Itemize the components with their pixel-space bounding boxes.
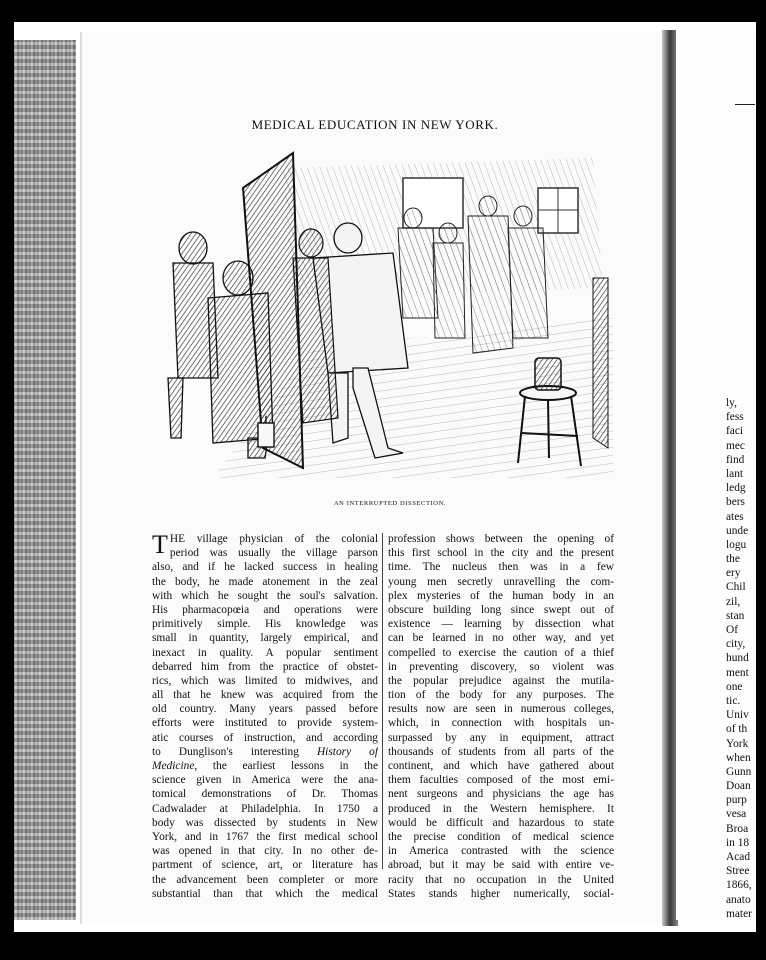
dropcap: T bbox=[152, 530, 168, 559]
text-line: young men secretly unravelling the com- bbox=[388, 575, 614, 588]
facing-page-fragment: Stree bbox=[726, 865, 750, 878]
text-line: surpassed by any in equipment, attract bbox=[388, 731, 614, 744]
text-line: rics, which was limited to midwives, and bbox=[152, 674, 378, 687]
text-line: period was usually the village parson bbox=[169, 547, 378, 560]
facing-page-fragment: find bbox=[726, 453, 745, 466]
facing-page-fragment: stan bbox=[726, 609, 745, 622]
facing-page-mark bbox=[735, 104, 755, 105]
text-line: obscure building long since swept out of bbox=[388, 603, 614, 616]
text-line: body was dissected by students in New bbox=[152, 816, 378, 829]
facing-page-fragment: city, bbox=[726, 638, 746, 651]
text-line: which, in connection with hospitals un- bbox=[388, 717, 614, 730]
text-line: abroad, but it may be said with entire ve- bbox=[388, 859, 614, 872]
text-line: primitively simple. His knowledge was bbox=[152, 618, 378, 631]
facing-page-fragment: vesa bbox=[726, 808, 747, 821]
text-line: York, and in 1767 the first medical school bbox=[152, 830, 378, 843]
facing-page-fragment: Acad bbox=[726, 851, 751, 863]
text-line: science given in America were the ana- bbox=[152, 774, 378, 787]
facing-page-fragment: bers bbox=[726, 496, 745, 509]
text-line: the popular prejudice against the mutila- bbox=[388, 674, 614, 687]
facing-page-fragment: ly, bbox=[726, 397, 737, 409]
facing-page-fragment: when bbox=[726, 751, 751, 764]
facing-page-fragment: in 18 bbox=[726, 836, 750, 849]
column-rule bbox=[382, 533, 383, 869]
text-line: produced in the Western hemisphere. It bbox=[388, 802, 614, 815]
text-line: to Dunglison's interesting History of bbox=[152, 745, 378, 758]
scan-border-right bbox=[756, 0, 766, 960]
dissection-illustration bbox=[153, 148, 613, 478]
text-line: atic courses of instruction, and according bbox=[152, 731, 378, 744]
facing-page-text-fragments bbox=[726, 396, 758, 921]
text-line: the advancement been completer or more bbox=[152, 873, 378, 886]
text-line: old country. Many years passed before bbox=[152, 703, 378, 716]
text-line: time. The nucleus then was in a few bbox=[388, 561, 614, 574]
facing-page-fragment: Doan bbox=[726, 780, 751, 793]
right-column-lines bbox=[388, 532, 614, 901]
scan-border-left bbox=[0, 0, 14, 960]
text-line: in America contrasted with the science bbox=[388, 845, 614, 858]
text-line: substantial than that which the medical bbox=[152, 887, 378, 900]
scan-border-top bbox=[0, 0, 766, 22]
text-line: tomical demonstrations of Dr. Thomas bbox=[152, 788, 378, 801]
facing-page-fragment: zil, bbox=[726, 595, 741, 608]
text-column-right bbox=[388, 532, 614, 901]
facing-page-fragment: mec bbox=[726, 439, 745, 452]
facing-page-fragment: hund bbox=[726, 652, 749, 665]
text-line: tion of the body for any purposes. The bbox=[388, 689, 614, 702]
facing-page-fragment: ery bbox=[726, 567, 741, 580]
facing-page-fragment: ates bbox=[726, 510, 744, 523]
facing-page-fragment: faci bbox=[726, 425, 744, 438]
text-line: was opened in that city. In no other de- bbox=[152, 845, 378, 858]
facing-page-fragment: fess bbox=[726, 411, 744, 424]
text-line: efforts were instituted to provide system- bbox=[152, 717, 378, 730]
facing-page-fragment: Broa bbox=[726, 822, 749, 835]
facing-page-fragment: the bbox=[726, 553, 740, 566]
facing-page-fragment: 1866, bbox=[726, 879, 752, 892]
text-line: them faculties composed of the most emi- bbox=[388, 774, 614, 787]
text-line: Cadwalader at Philadelphia. In 1750 a bbox=[152, 802, 378, 815]
text-line: racity that no occupation in the United bbox=[388, 873, 614, 886]
text-line: in preventing discovery, so violent was bbox=[388, 660, 614, 673]
facing-page-fragment: of th bbox=[726, 723, 748, 736]
facing-page-fragment: Gunn bbox=[726, 765, 752, 778]
text-line: thousands of students from all parts of the bbox=[388, 745, 614, 758]
text-line: debarred him from the practice of obstet- bbox=[152, 660, 378, 673]
facing-page-fragment: one bbox=[726, 680, 743, 693]
text-line: profession shows between the opening of bbox=[388, 533, 614, 545]
text-line: His pharmacopœia and operations were bbox=[152, 603, 378, 616]
facing-page-fragment: York bbox=[726, 737, 749, 750]
facing-page-fragment: mater bbox=[726, 907, 752, 920]
facing-page-fragment: anato bbox=[726, 893, 751, 906]
text-line: with which he sought the soul's salvation. bbox=[152, 589, 378, 602]
facing-page-fragment: purp bbox=[726, 794, 747, 807]
text-line: Medicine, the earliest lessons in the bbox=[152, 760, 378, 772]
facing-page-fragment: unde bbox=[726, 524, 749, 537]
text-line: small in quantity, largely empirical, and bbox=[152, 632, 378, 645]
text-line: results now are seen in numerous colleges, bbox=[388, 703, 614, 716]
text-line: existence — learning by dissection what bbox=[388, 618, 614, 631]
illustration-caption: AN INTERRUPTED DISSECTION. bbox=[333, 500, 447, 507]
facing-page-fragment: tic. bbox=[726, 694, 741, 707]
text-line: can be learned in no other way, and yet bbox=[388, 632, 614, 645]
text-line: the precise condition of medical science bbox=[388, 830, 614, 843]
text-line: also, and if he lacked success in healing bbox=[152, 561, 378, 574]
text-line: continent, and which have gathered about bbox=[388, 760, 614, 772]
facing-page-fragment: lant bbox=[726, 467, 744, 480]
facing-page-fragment: Of bbox=[726, 624, 739, 636]
text-line: States stands higher numerically, social- bbox=[388, 887, 614, 900]
text-line: partment of science, art, or literature has bbox=[152, 859, 378, 872]
text-line: the body, he made atonement in the zeal bbox=[152, 575, 378, 588]
left-column-lines bbox=[152, 560, 378, 901]
text-column-left bbox=[152, 532, 378, 901]
text-line: nent surgeons and physicians the age has bbox=[388, 788, 614, 801]
facing-page-fragment: ledg bbox=[726, 482, 746, 495]
text-line: plex mysteries of the human body in an bbox=[388, 589, 614, 602]
text-line: compelled to exercise the caution of a thief bbox=[388, 646, 614, 659]
text-line: inexact in quality. A popular sentiment bbox=[152, 646, 378, 659]
facing-page-fragment: ment bbox=[726, 666, 749, 679]
facing-page-fragment: Chil bbox=[726, 581, 746, 594]
text-line: this first school in the city and the present bbox=[388, 547, 614, 560]
book-page-edges bbox=[14, 40, 76, 920]
running-head: MEDICAL EDUCATION IN NEW YORK. bbox=[251, 117, 499, 132]
text-line: all that he knew was acquired from the bbox=[152, 689, 378, 702]
facing-page-fragment: logu bbox=[726, 538, 747, 551]
facing-page-fragment: Univ bbox=[726, 709, 749, 722]
scan-border-bottom bbox=[0, 932, 766, 960]
text-line: HE village physician of the colonial bbox=[169, 533, 378, 545]
text-line: would be difficult and hazardous to state bbox=[388, 816, 614, 829]
